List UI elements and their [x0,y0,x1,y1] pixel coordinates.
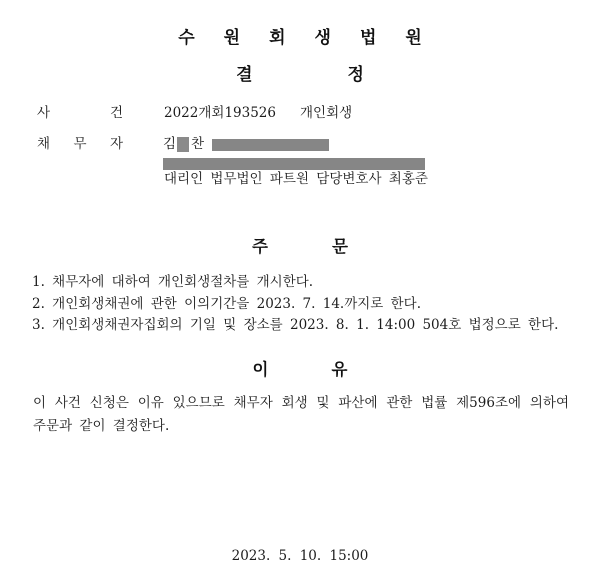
order-item-2: 2. 개인회생채권에 관한 이의기간을 2023. 7. 14.까지로 한다. [32,295,421,312]
debtor-label [37,136,123,152]
char: 수 [178,28,195,48]
order-section-heading [0,233,600,257]
char: 원 [223,28,241,48]
debtor-name-last: 찬 [191,136,205,152]
redacted-personal-info-bar [212,139,329,151]
reason-paragraph [33,392,569,438]
char: 결 [236,65,253,85]
debtor-name-row [163,136,329,152]
reason-line-1: 이 사건 신청은 이유 있으므로 채무자 회생 및 파산에 관한 법률 제596조에 의하여 [33,395,569,411]
case-value-row [164,105,352,121]
char: 정 [347,65,364,85]
court-name-title [0,23,600,48]
reason-line-2: 주문과 같이 결정한다. [33,418,170,434]
char: 유 [331,360,348,379]
char: 무 [73,136,87,152]
char: 주 [252,237,268,256]
debtor-name-first: 김 [163,136,177,152]
char: 생 [314,28,331,48]
reason-section-heading [0,356,600,380]
case-label [37,105,123,121]
decision-datetime: 2023. 5. 10. 15:00 [231,548,369,564]
char: 건 [109,105,123,121]
char: 원 [405,28,422,48]
char: 문 [332,237,348,256]
document-type-heading [0,60,600,85]
order-item-1: 1. 채무자에 대하여 개인회생절차를 개시한다. [32,274,314,290]
char: 이 [252,360,269,379]
representative-line: 대리인 법무법인 파트원 담당변호사 최홍준 [164,171,428,187]
redacted-address-bar [163,158,425,170]
order-item-3: 3. 개인회생채권자집회의 기일 및 장소를 2023. 8. 1. 14:00 504호 법정으로 한다. [32,317,559,333]
char: 회 [269,28,286,48]
order-list [32,272,572,337]
char: 자 [109,136,123,152]
char: 사 [37,105,51,121]
redacted-name-character [177,137,189,152]
case-number: 2022개회193526 [164,105,276,121]
case-type: 개인회생 [299,105,353,121]
char: 채 [37,136,51,152]
char: 법 [359,28,377,48]
